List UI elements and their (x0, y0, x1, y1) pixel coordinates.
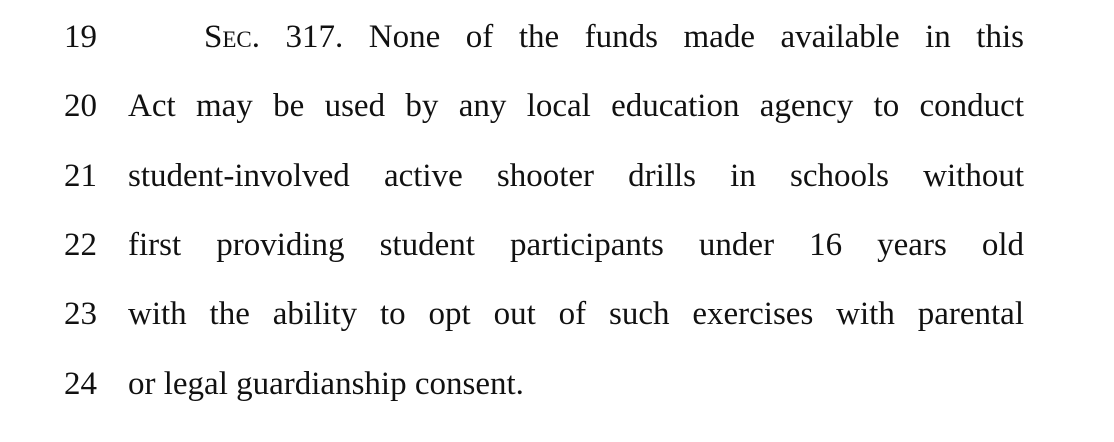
text-line-21 (0, 153, 1114, 199)
line-content: or legal guardianship consent. (128, 366, 524, 402)
line-content (204, 14, 1024, 60)
line-content: student-involved active shooter drills in schools without (128, 158, 1024, 194)
line-number: 19 (64, 19, 97, 55)
line-content: with the ability to opt out of such exercises with parental (128, 296, 1024, 332)
text-line-24 (0, 361, 1114, 407)
line-number: 21 (64, 158, 97, 194)
line-number: 22 (64, 227, 97, 263)
line-content: Act may be used by any local education agency to conduct (128, 88, 1024, 124)
text-line-20 (0, 83, 1114, 129)
line-number: 24 (64, 366, 97, 402)
line-number: 20 (64, 88, 97, 124)
line-content: first providing student participants under 16 years old (128, 227, 1024, 263)
text-line-19 (0, 14, 1114, 60)
text-line-22 (0, 222, 1114, 268)
section-label: Sec. (204, 19, 260, 55)
text-line-23 (0, 291, 1114, 337)
line-number: 23 (64, 296, 97, 332)
section-text: 317. None of the funds made available in this (260, 19, 1024, 55)
